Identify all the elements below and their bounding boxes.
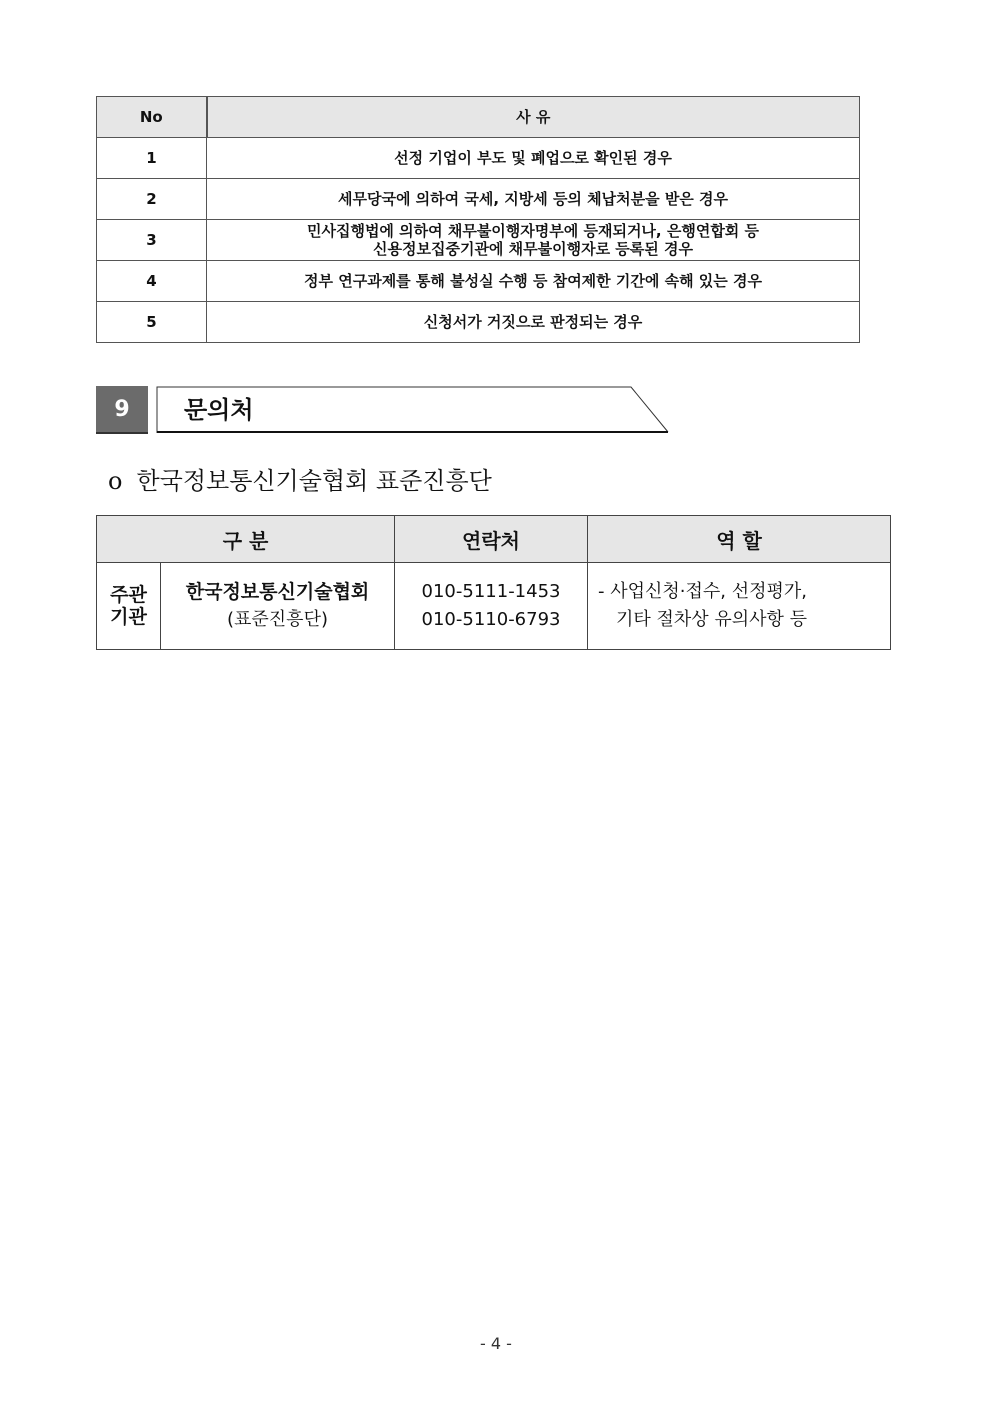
reason-text	[207, 220, 860, 261]
reason-no: 2	[97, 179, 207, 220]
table-row	[97, 563, 891, 650]
reasons-header-no: No	[97, 97, 207, 138]
org-line-text: 한국정보통신기술협회 표준진흥단	[136, 467, 492, 495]
reason-text: 신청서가 거짓으로 판정되는 경우	[207, 302, 860, 343]
table-row	[97, 138, 860, 179]
reason-text-line: 신용정보집중기관에 채무불이행자로 등록된 경우	[373, 240, 693, 258]
reason-text: 선정 기업이 부도 및 폐업으로 확인된 경우	[207, 138, 860, 179]
reason-no: 4	[97, 261, 207, 302]
table-row	[97, 220, 860, 261]
contact-header-role: 역 할	[588, 516, 891, 563]
category-line: 주관	[110, 584, 147, 606]
contact-header-category: 구 분	[97, 516, 395, 563]
contact-category	[97, 563, 161, 650]
bullet-marker: o	[108, 467, 123, 495]
contact-table	[96, 515, 891, 650]
reason-text: 세무당국에 의하여 국세, 지방세 등의 체납처분을 받은 경우	[207, 179, 860, 220]
org-sub: (표준진흥단)	[227, 609, 328, 630]
category-line: 기관	[110, 606, 147, 628]
contact-header-row	[97, 516, 891, 563]
phone-number: 010-5110-6793	[421, 609, 561, 630]
role-line: - 사업신청·접수, 선정평가,	[598, 581, 807, 602]
table-row	[97, 179, 860, 220]
section-title: 문의처	[184, 396, 254, 424]
contact-phones	[395, 563, 588, 650]
contact-header-contact: 연락처	[395, 516, 588, 563]
table-row	[97, 261, 860, 302]
reasons-header-row	[97, 97, 860, 138]
reason-text: 정부 연구과제를 통해 불성실 수행 등 참여제한 기간에 속해 있는 경우	[207, 261, 860, 302]
reasons-header-reason: 사 유	[207, 97, 860, 138]
reason-no: 5	[97, 302, 207, 343]
org-name: 한국정보통신기술협회	[185, 581, 370, 603]
contact-role	[588, 563, 891, 650]
section-number: 9	[96, 386, 148, 434]
reason-no: 1	[97, 138, 207, 179]
page-number: - 4 -	[480, 1334, 512, 1353]
reason-text-line: 민사집행법에 의하여 채무불이행자명부에 등재되거나, 은행연합회 등	[306, 222, 760, 240]
phone-number: 010-5111-1453	[421, 581, 561, 602]
reasons-table	[96, 96, 860, 343]
role-line: 기타 절차상 유의사항 등	[616, 609, 808, 630]
org-line	[108, 464, 492, 498]
reason-no: 3	[97, 220, 207, 261]
table-row	[97, 302, 860, 343]
contact-org	[161, 563, 395, 650]
